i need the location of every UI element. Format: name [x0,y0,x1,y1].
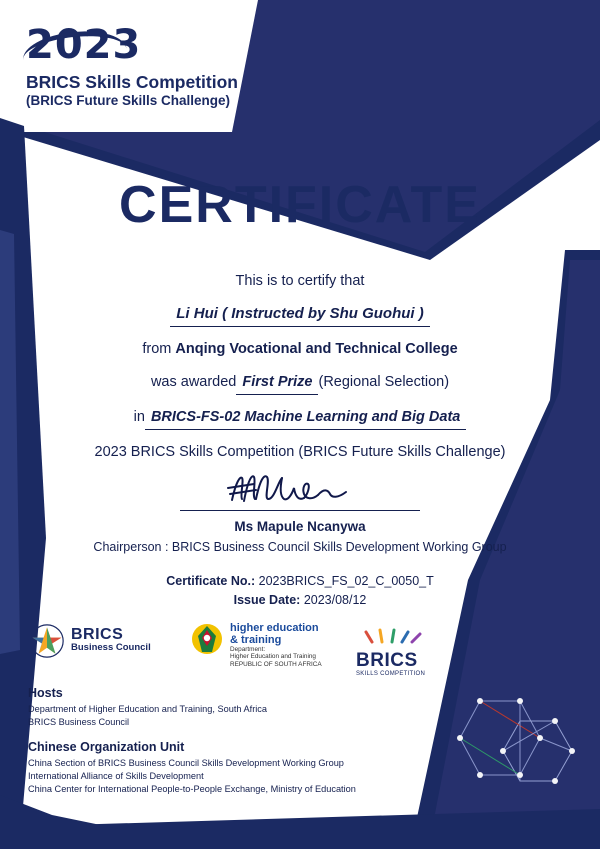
signature-block [0,468,600,554]
brics-skills-logo [356,624,456,677]
signature-rule [180,510,420,511]
host-item: Department of Higher Education and Training, South Africa [28,704,268,714]
recipient-name: Li Hui ( Instructed by Shu Guohui ) [170,303,430,327]
dhet-line1: higher education [230,622,319,634]
dhet-line3: Department: [230,646,266,653]
dhet-line2: & training [230,634,282,646]
competition-title: BRICS Skills Competition [26,72,238,92]
issue-date-row [0,591,600,610]
year-text: 2023 [26,22,142,68]
brics-skills-sunburst-icon [356,624,452,646]
prize-name: First Prize [236,371,318,395]
footer-spacer [28,729,448,740]
institution-line [60,338,540,360]
certificate-number-value: 2023BRICS_FS_02_C_0050_T [258,574,434,588]
certificate-meta [0,572,600,610]
hexagon-network-icon [440,693,590,803]
dhet-line4: Higher Education and Training [230,653,316,661]
category-line [60,406,540,430]
prize-suffix: (Regional Selection) [318,374,450,390]
event-line: 2023 BRICS Skills Competition (BRICS Future Skills Challenge) [94,444,506,460]
dhet-logo [190,622,322,668]
category-name: BRICS-FS-02 Machine Learning and Big Data [145,406,466,430]
logo-row [30,622,450,678]
year-logo [26,24,141,66]
certificate-title: CERTIFICATE [119,176,481,234]
chinese-unit-item: International Alliance of Skills Development [28,771,204,781]
from-label: from [142,341,172,357]
document-footer [28,686,448,796]
bbc-line2: Business Council [71,642,151,653]
in-label: in [133,409,145,425]
dhet-line5: REPUBLIC OF SOUTH AFRICA [230,660,322,668]
intro-line: This is to certify that [235,273,365,289]
chinese-unit-item: China Section of BRICS Business Council Skills Development Working Group [28,758,344,768]
issue-date-value: 2023/08/12 [303,593,367,607]
brics-star-icon [30,624,64,658]
chinese-unit-item: China Center for International People-to-People Exchange, Ministry of Education [28,784,356,794]
competition-subtitle: (BRICS Future Skills Challenge) [26,93,231,108]
chinese-unit-heading: Chinese Organization Unit [28,740,185,754]
dhet-text [230,622,322,668]
issue-date-label: Issue Date: [233,593,301,607]
signatory-role: Chairperson : BRICS Business Council Skills Development Working Group [93,540,507,554]
signatory-name: Ms Mapule Ncanywa [234,519,366,534]
awarded-label: was awarded [150,374,237,390]
certificate-number-label: Certificate No.: [166,574,256,588]
bbc-line1: BRICS [71,626,124,643]
award-line [60,371,540,395]
certificate-number-row [0,572,600,591]
brics-skills-word: BRICS [356,650,418,671]
hosts-heading: Hosts [28,686,63,700]
handwritten-signature-icon [220,468,380,508]
brics-business-council-logo [30,624,151,658]
brics-business-council-text [71,628,151,654]
institution-name: Anqing Vocational and Technical College [175,341,458,357]
brics-skills-sub: SKILLS COMPETITION [356,671,426,677]
certificate-body [60,270,540,474]
document-header [26,24,356,110]
south-africa-coat-of-arms-icon [190,622,224,656]
recipient-line [60,303,540,327]
host-item: BRICS Business Council [28,717,130,727]
